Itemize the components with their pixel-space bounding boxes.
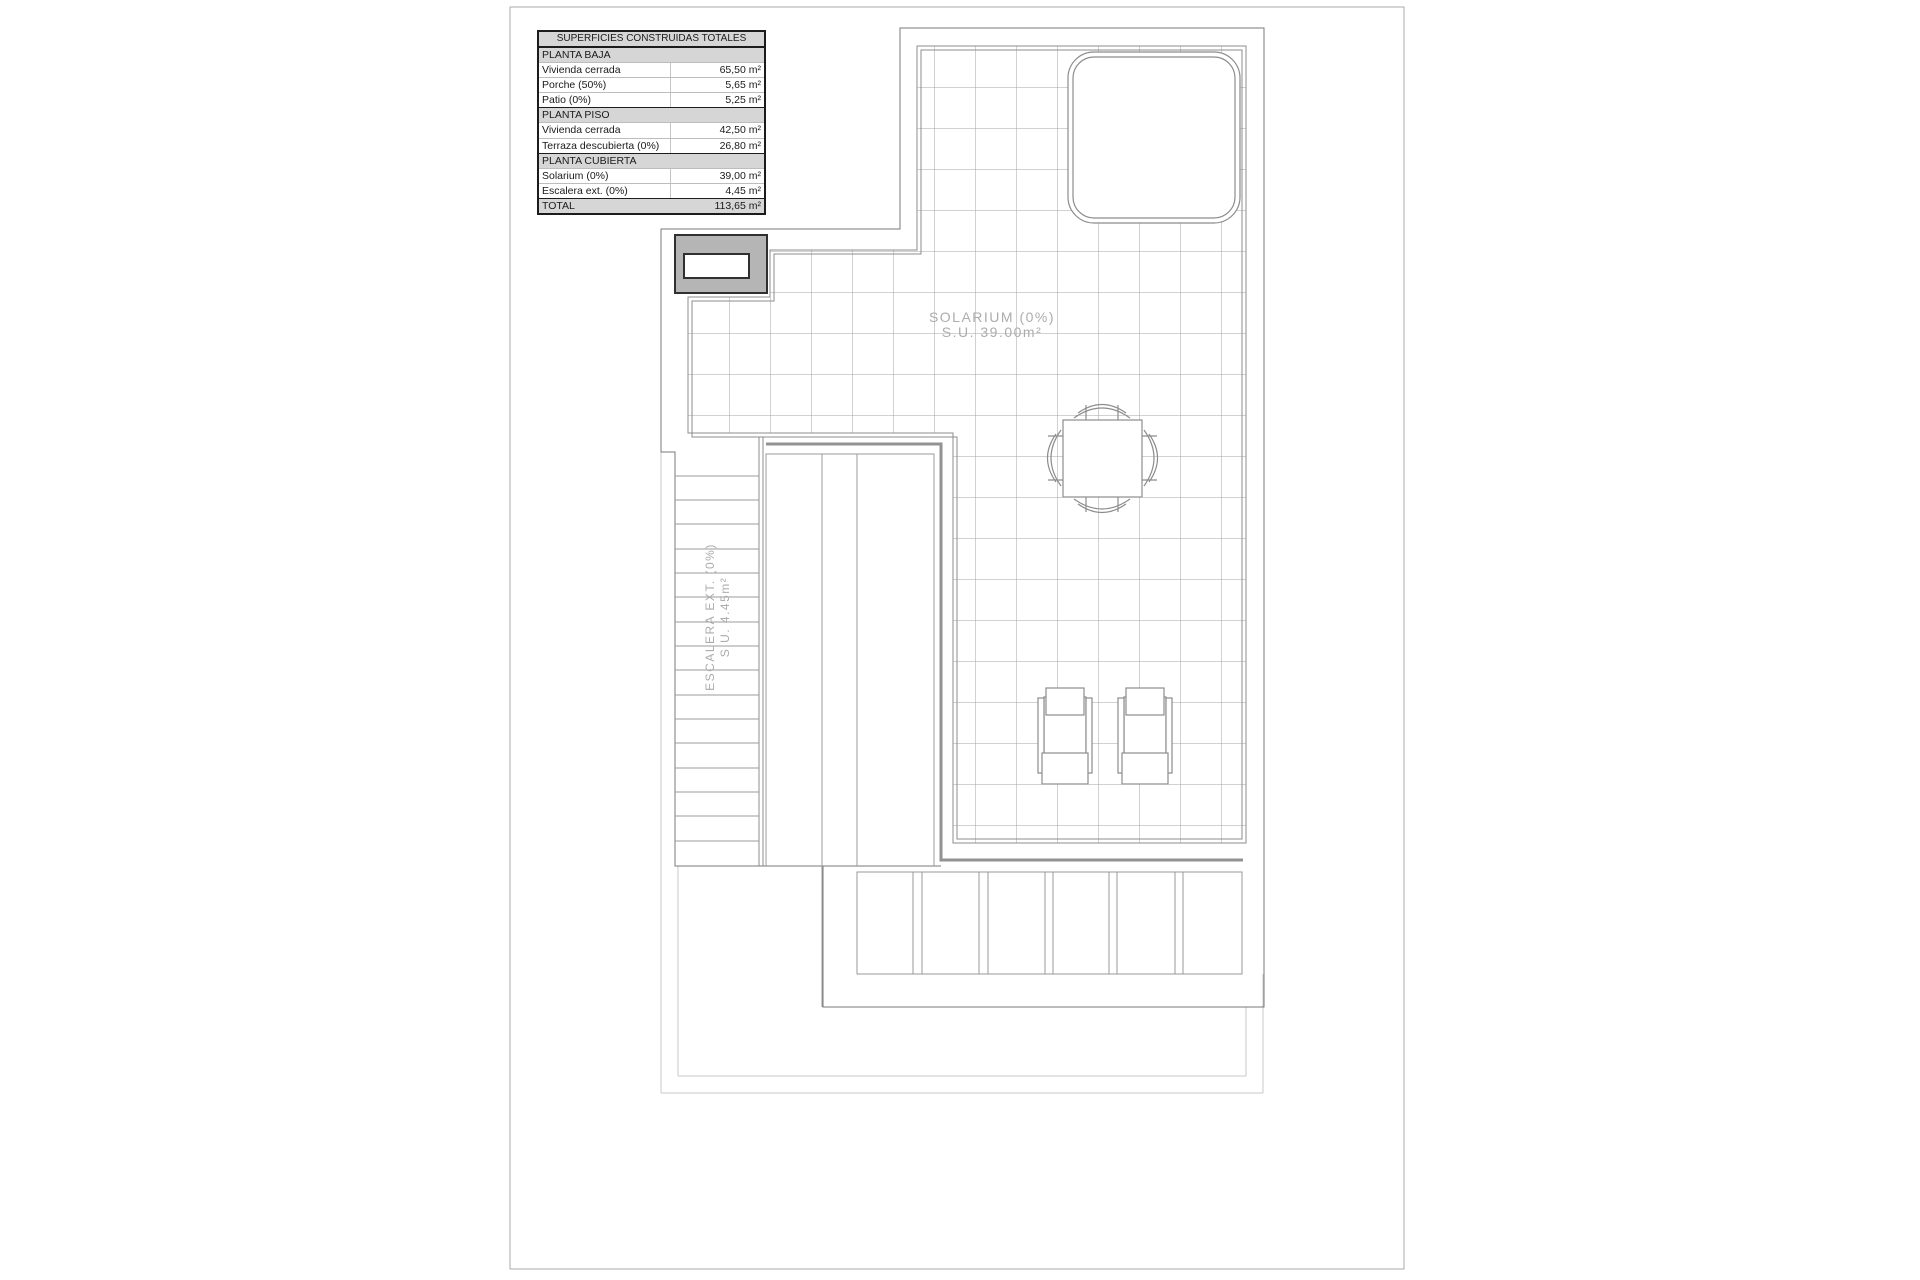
solarium-label-line2: S.U. 39.00m² (941, 324, 1043, 340)
solarium-label-line1: SOLARIUM (0%) (928, 309, 1056, 325)
row-value: 113,65 m² (714, 199, 761, 212)
lounger (1038, 688, 1092, 784)
chimney-box (675, 235, 767, 293)
table-row (539, 92, 764, 107)
skylight (1068, 52, 1240, 223)
row-value: 39,00 m² (670, 169, 764, 183)
row-label: PLANTA PISO (542, 109, 610, 122)
row-label: PLANTA CUBIERTA (542, 154, 637, 167)
table-row-total (539, 198, 764, 213)
stairs-label-line2: S.U. 4.45m² (718, 576, 732, 658)
areas-table-title: SUPERFICIES CONSTRUIDAS TOTALES (539, 32, 764, 47)
exterior-stairs (675, 476, 759, 841)
dining-table (1063, 420, 1142, 497)
row-label: Patio (0%) (542, 94, 592, 107)
table-row (539, 138, 764, 153)
row-label: Porche (50%) (542, 79, 607, 92)
row-value: 42,50 m² (670, 123, 764, 137)
lounger (1118, 688, 1172, 784)
row-value: 5,65 m² (670, 78, 764, 92)
table-row-section (539, 47, 764, 63)
row-label: Terraza descubierta (0%) (542, 139, 660, 152)
table-row-section (539, 107, 764, 123)
table-row-section (539, 153, 764, 169)
row-label: Vivienda cerrada (542, 64, 621, 77)
row-value: 4,45 m² (670, 184, 764, 198)
row-label: Solarium (0%) (542, 169, 609, 182)
stairs-label-line1: ESCALERA EXT. (0%) (703, 543, 717, 691)
row-label: TOTAL (542, 199, 575, 212)
table-row (539, 168, 764, 183)
row-label: PLANTA BAJA (542, 49, 611, 61)
row-value: 65,50 m² (670, 63, 764, 77)
pergola-beams (857, 872, 1242, 974)
row-value: 5,25 m² (670, 93, 764, 107)
row-value: 26,80 m² (670, 139, 764, 153)
table-row (539, 122, 764, 137)
areas-table (537, 30, 766, 215)
table-row (539, 62, 764, 77)
row-label: Vivienda cerrada (542, 124, 621, 137)
row-label: Escalera ext. (0%) (542, 184, 628, 197)
table-row (539, 183, 764, 198)
dining-set (1048, 405, 1158, 513)
table-row (539, 77, 764, 92)
